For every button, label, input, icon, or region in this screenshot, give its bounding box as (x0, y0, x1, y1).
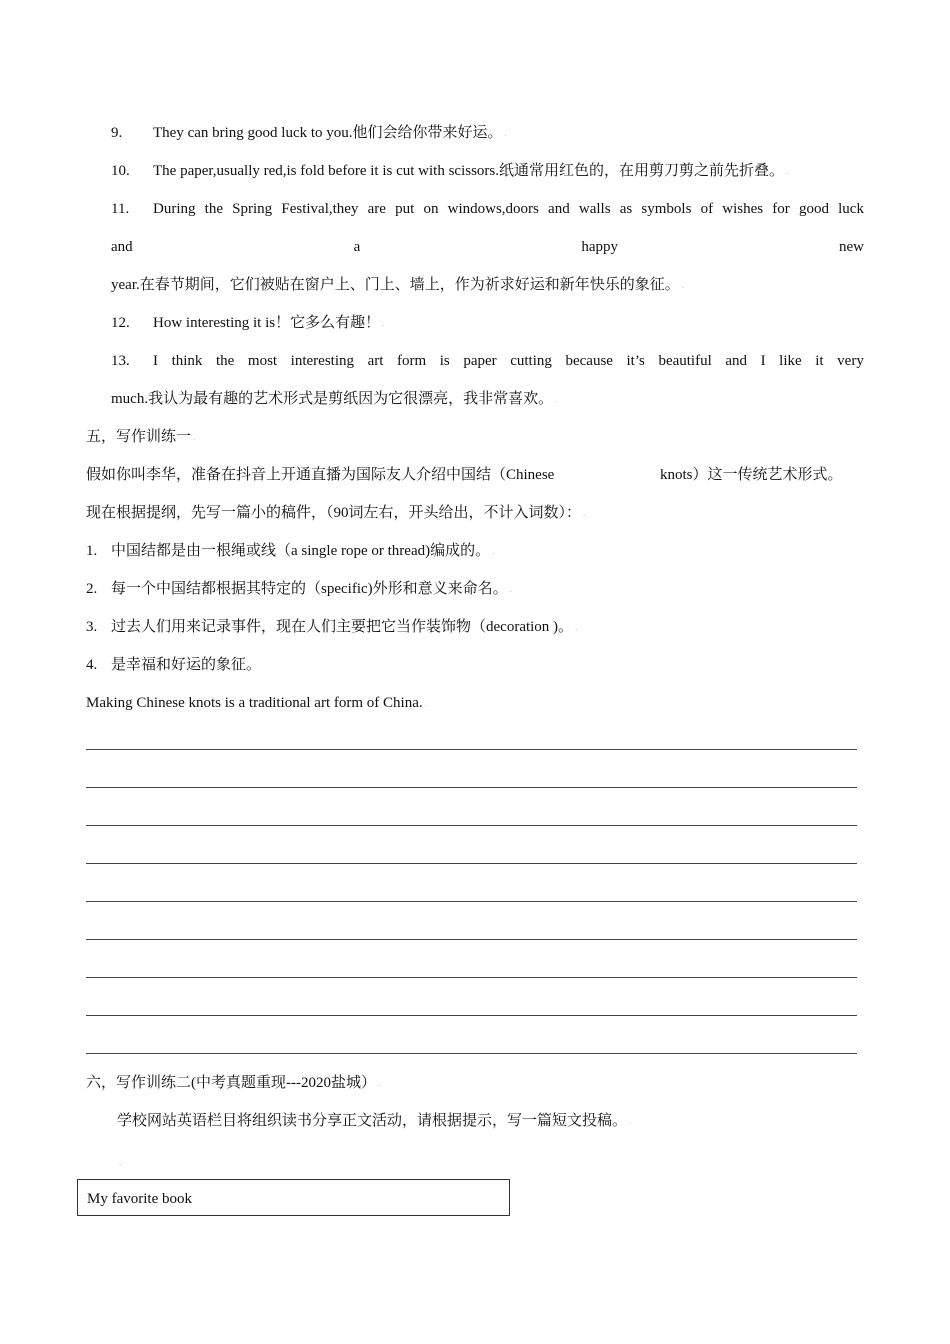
sentence-10-text: The paper,usually red,is fold before it is cut with scissors.纸通常用红色的，在用剪刀剪之前先折叠。 . (153, 163, 789, 179)
writing-line-5[interactable] (86, 901, 857, 902)
sentence-12-text: How interesting it is！它多么有趣！ . (153, 315, 385, 331)
word: luck (838, 201, 864, 217)
word: is (439, 353, 450, 369)
section-6-heading: 六，写作训练二(中考真题重现---2020盐城） . (86, 1075, 381, 1091)
paragraph-mark: . (119, 1157, 122, 1167)
outline-point-3-number: 3. (86, 619, 98, 635)
sentence-11-number: 11. (111, 201, 130, 217)
section-5-heading: 五，写作训练一 . (86, 429, 196, 445)
sentence-9-text: They can bring good luck to you.他们会给你带来好运。 . (153, 125, 507, 141)
word: interesting (290, 353, 354, 369)
writing-line-9[interactable] (86, 1053, 857, 1054)
word: put (395, 201, 415, 217)
word: During (153, 201, 196, 217)
section-5-prompt-line-2: 现在根据提纲，先写一篇小的稿件，（90词左右，开头给出，不计入词数）： . (86, 505, 586, 521)
word: paper (463, 353, 497, 369)
word: think (171, 353, 203, 369)
word: the (204, 201, 223, 217)
sentence-9-number: 9. (111, 125, 123, 141)
section-5-prompt-part-1: 假如你叫李华，准备在抖音上开通直播为国际友人介绍中国结（Chinese (86, 467, 555, 483)
word: of (700, 201, 714, 217)
word: windows,doors (447, 201, 539, 217)
word: new (838, 239, 864, 255)
sentence-10-number: 10. (111, 163, 130, 179)
word: the (216, 353, 235, 369)
word: are (367, 201, 386, 217)
outline-point-4-number: 4. (86, 657, 98, 673)
outline-point-1-text: 中国结都是由一根绳或线（a single rope or thread)编成的。 . (111, 543, 495, 559)
writing-line-6[interactable] (86, 939, 857, 940)
word: most (247, 353, 278, 369)
sentence-13-number: 13. (111, 353, 130, 369)
sentence-11-line-3: year.在春节期间，它们被贴在窗户上、门上、墙上，作为祈求好运和新年快乐的象征。 . (111, 277, 684, 293)
word: symbols (641, 201, 692, 217)
word: like (779, 353, 802, 369)
writing-line-3[interactable] (86, 825, 857, 826)
word: wishes (722, 201, 764, 217)
writing-line-4[interactable] (86, 863, 857, 864)
writing-line-7[interactable] (86, 977, 857, 978)
writing-line-8[interactable] (86, 1015, 857, 1016)
word: I (760, 353, 766, 369)
word: and (548, 201, 570, 217)
word: good (798, 201, 829, 217)
word: for (772, 201, 790, 217)
section-5-prompt-part-2: knots）这一传统艺术形式。 (660, 467, 843, 483)
outline-point-2-number: 2. (86, 581, 98, 597)
essay-opening-sentence: Making Chinese knots is a traditional art form of China. . (86, 695, 427, 711)
word: beautiful (658, 353, 712, 369)
sentence-13-line-2: much.我认为最有趣的艺术形式是剪纸因为它很漂亮，我非常喜欢。 . (111, 391, 558, 407)
word: happy (581, 239, 618, 255)
outline-point-4-text: 是幸福和好运的象征。 (111, 657, 262, 673)
sentence-11-line-1 (153, 199, 864, 219)
outline-point-2-text: 每一个中国结都根据其特定的（specific)外形和意义来命名。 . (111, 581, 512, 597)
word: form (396, 353, 427, 369)
topic-box-title: My favorite book (87, 1191, 192, 1207)
word: art (367, 353, 384, 369)
word: it (815, 353, 824, 369)
word: it’s (626, 353, 645, 369)
word: a (353, 239, 361, 255)
outline-point-1-number: 1. (86, 543, 98, 559)
word: and (111, 239, 133, 255)
section-6-intro: 学校网站英语栏目将组织读书分享正文活动，请根据提示，写一篇短文投稿。 . (117, 1113, 632, 1129)
writing-line-2[interactable] (86, 787, 857, 788)
word: I (153, 353, 158, 369)
word: and (725, 353, 748, 369)
outline-point-3-text: 过去人们用来记录事件，现在人们主要把它当作装饰物（decoration )。 . (111, 619, 578, 635)
sentence-11-line-2 (111, 237, 864, 257)
writing-line-1[interactable] (86, 749, 857, 750)
topic-box (77, 1179, 510, 1216)
word: Spring (232, 201, 273, 217)
word: cutting (510, 353, 552, 369)
word: as (619, 201, 633, 217)
word: walls (578, 201, 611, 217)
word: very (837, 353, 864, 369)
sentence-12-number: 12. (111, 315, 130, 331)
word: Festival,they (281, 201, 359, 217)
word: on (423, 201, 439, 217)
word: because (565, 353, 613, 369)
sentence-13-line-1 (153, 351, 864, 371)
